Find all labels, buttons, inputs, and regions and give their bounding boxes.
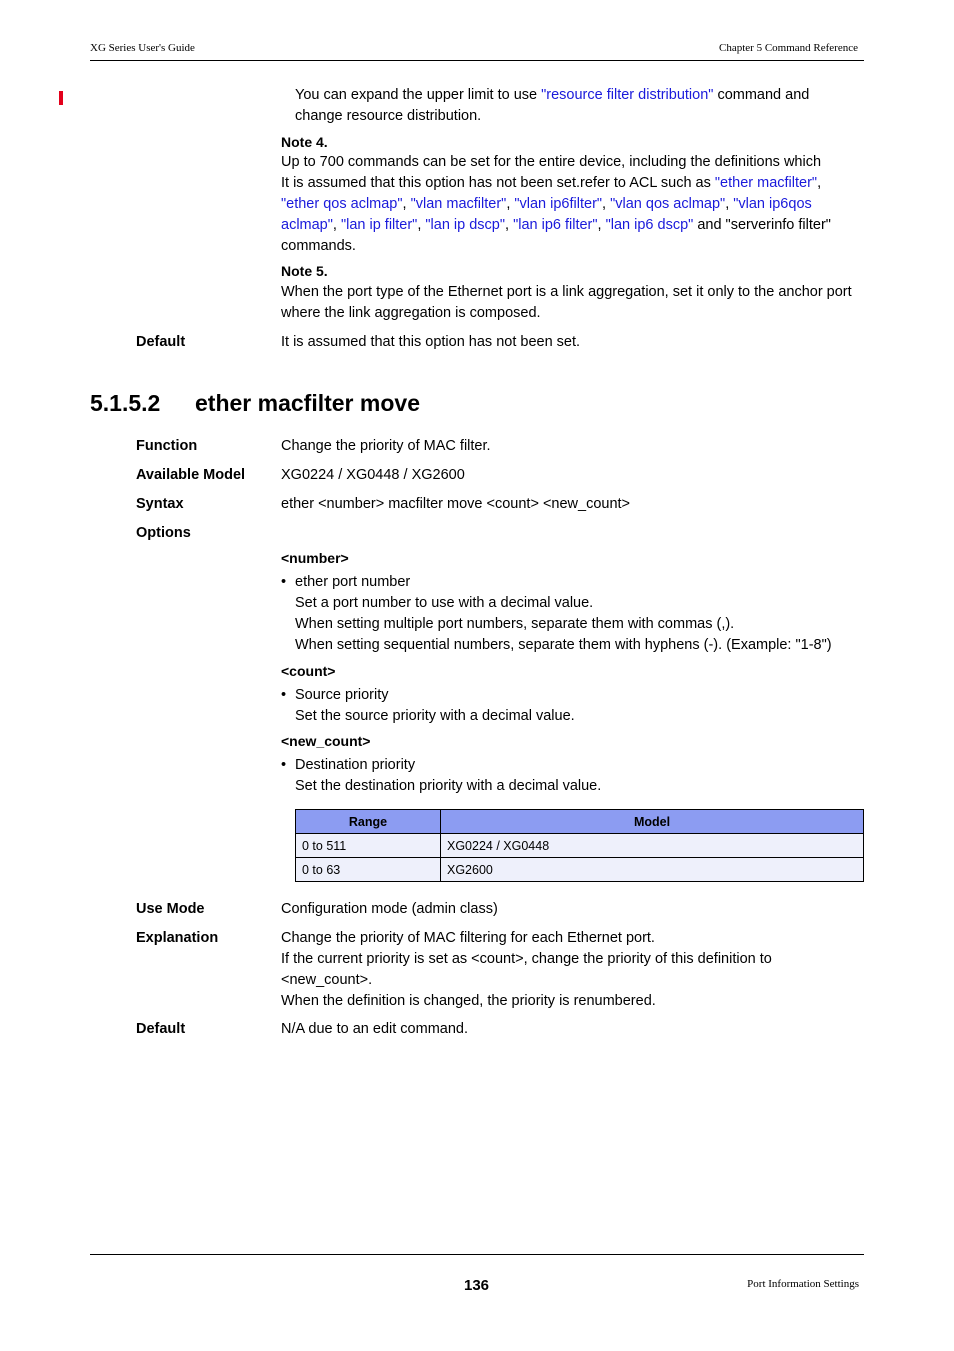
option-number-line2: When setting multiple port numbers, separate them with commas (,).	[295, 616, 735, 632]
running-header-right: Chapter 5 Command Reference	[719, 42, 858, 54]
note4-line3: "ether qos aclmap", "vlan macfilter", "vlan ip6filter", "vlan qos aclmap", "vlan ip6qos	[281, 196, 812, 212]
link-vlan-macfilter[interactable]: "vlan macfilter"	[410, 196, 507, 212]
link-vlan-qos-aclmap[interactable]: "vlan qos aclmap"	[610, 196, 726, 212]
link-vlan-ip6qos-aclmap[interactable]: "vlan ip6qos	[733, 196, 812, 212]
note4-line1: Up to 700 commands can be set for the entire device, including the definitions which	[281, 154, 822, 170]
default-label: Default	[136, 1021, 186, 1037]
page-number: 136	[464, 1277, 490, 1294]
change-bar	[59, 91, 63, 105]
bullet-dot: •	[281, 574, 287, 590]
option-number-title: <number>	[281, 550, 349, 566]
table-cell-model: XG0224 / XG0448	[441, 834, 864, 858]
option-number-line1: Set a port number to use with a decimal value.	[295, 595, 594, 611]
option-number-line3: When setting sequential numbers, separate them with hyphens (-). (Example: "1-8")	[295, 637, 832, 653]
option-count-title: <count>	[281, 663, 336, 679]
bullet-dot: •	[281, 757, 287, 773]
function-label: Function	[136, 438, 198, 454]
default-value: N/A due to an edit command.	[281, 1021, 468, 1037]
note4-title: Note 4.	[281, 134, 328, 150]
range-table	[295, 809, 864, 882]
explanation-line2: If the current priority is set as <count>, change the priority of this definition to	[281, 951, 772, 967]
note4-line4: aclmap", "lan ip filter", "lan ip dscp", "lan ip6 filter", "lan ip6 dscp" and "serverinfo filter"	[281, 217, 831, 233]
link-vlan-ip6filter[interactable]: "vlan ip6filter"	[514, 196, 603, 212]
link-vlan-ip6qos-aclmap-cont[interactable]: aclmap"	[281, 217, 333, 233]
table-row	[296, 834, 864, 858]
expand-note-line1	[295, 85, 809, 106]
option-count-line: Set the source priority with a decimal value.	[295, 708, 575, 724]
note4-line2: It is assumed that this option has not been set.refer to ACL such as "ether macfilter",	[281, 175, 822, 191]
bullet-text: Destination priority	[295, 757, 416, 773]
note5-line1: When the port type of the Ethernet port is a link aggregation, set it only to the anchor port	[281, 284, 852, 300]
table-row	[296, 858, 864, 882]
expand-note-line2: change resource distribution.	[295, 108, 482, 124]
table-header-model: Model	[441, 810, 864, 834]
footer-rule	[90, 1254, 864, 1255]
option-new-count-line: Set the destination priority with a decimal value.	[295, 778, 602, 794]
table-cell-range: 0 to 511	[296, 834, 441, 858]
link-lan-ip-dscp[interactable]: "lan ip dscp"	[425, 217, 506, 233]
bullet-dot: •	[281, 687, 287, 703]
note4-tail: and "serverinfo filter"	[693, 217, 831, 233]
note4-line5: commands.	[281, 238, 356, 254]
bullet-text: ether port number	[295, 574, 411, 590]
link-lan-ip-filter[interactable]: "lan ip filter"	[340, 217, 418, 233]
explanation-line3: <new_count>.	[281, 972, 373, 988]
link-lan-ip6-dscp[interactable]: "lan ip6 dscp"	[605, 217, 694, 233]
link-resource-filter-distribution[interactable]: "resource filter distribution"	[541, 87, 714, 103]
note5-title: Note 5.	[281, 263, 328, 279]
running-header-left: XG Series User's Guide	[90, 42, 195, 54]
explanation-line1: Change the priority of MAC filtering for each Ethernet port.	[281, 930, 655, 946]
section-number: 5.1.5.2	[90, 390, 161, 416]
expand-note-post: command and	[713, 87, 810, 103]
note4-line2-pre: It is assumed that this option has not been set.refer to ACL such as	[281, 175, 715, 191]
link-lan-ip6-filter[interactable]: "lan ip6 filter"	[513, 217, 598, 233]
model-value: XG0224 / XG0448 / XG2600	[281, 467, 465, 483]
syntax-label: Syntax	[136, 496, 184, 512]
header-rule	[90, 60, 864, 61]
syntax-value: ether <number> macfilter move <count> <new_count>	[281, 496, 631, 512]
running-footer-right: Port Information Settings	[747, 1278, 859, 1290]
explanation-line4: When the definition is changed, the priority is renumbered.	[281, 993, 656, 1009]
use-mode-value: Configuration mode (admin class)	[281, 901, 498, 917]
section-title: ether macfilter move	[195, 390, 420, 416]
section-heading	[90, 388, 420, 418]
table-header-range: Range	[296, 810, 441, 834]
expand-note-pre: You can expand the upper limit to use	[295, 87, 542, 103]
default-label-top: Default	[136, 334, 186, 350]
model-label: Available Model	[136, 467, 246, 483]
link-ether-macfilter[interactable]: "ether macfilter"	[714, 175, 818, 191]
note5-line2: where the link aggregation is composed.	[281, 305, 541, 321]
bullet-text: Source priority	[295, 687, 389, 703]
link-ether-qos-aclmap[interactable]: "ether qos aclmap"	[281, 196, 403, 212]
table-cell-range: 0 to 63	[296, 858, 441, 882]
option-new-count-title: <new_count>	[281, 733, 371, 749]
explanation-label: Explanation	[136, 930, 219, 946]
options-label: Options	[136, 525, 191, 541]
table-header-row	[296, 810, 864, 834]
use-mode-label: Use Mode	[136, 901, 205, 917]
table-cell-model: XG2600	[441, 858, 864, 882]
default-value-top: It is assumed that this option has not been set.	[281, 334, 581, 350]
function-value: Change the priority of MAC filter.	[281, 438, 491, 454]
